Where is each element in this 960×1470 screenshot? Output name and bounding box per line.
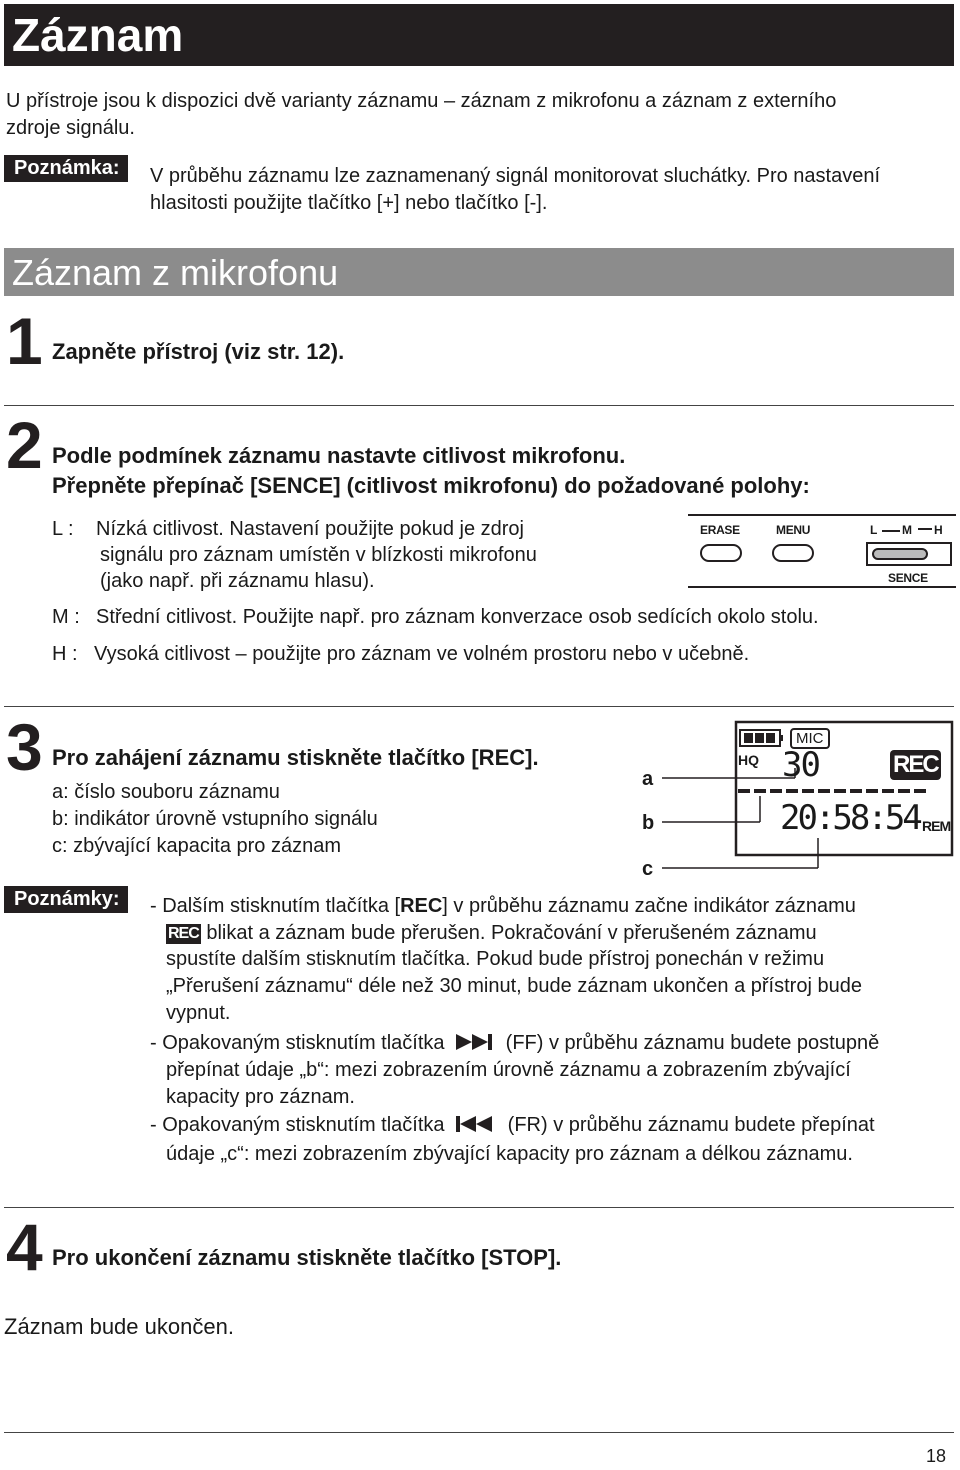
note-bullet-3-line-2: údaje „c“: mezi zobrazením zbývající kapacity pro záznam a délkou záznamu. — [166, 1143, 853, 1165]
remaining-time: 20:58:54 — [780, 798, 920, 838]
step-3-number: 3 — [6, 710, 41, 784]
switch-line — [882, 530, 900, 532]
note-line-2: hlasitosti použijte tlačítko [+] nebo tlačítko [-]. — [150, 192, 548, 214]
mic-indicator: MIC — [790, 728, 830, 749]
battery-bar — [766, 733, 775, 743]
divider — [4, 706, 954, 707]
note-text: - Opakovaným stisknutím tlačítka — [150, 1032, 445, 1054]
step-2-number: 2 — [6, 408, 41, 482]
switch-line — [918, 528, 932, 530]
step-4-text: Pro ukončení záznamu stiskněte tlačítko [STOP]. — [52, 1245, 562, 1270]
rewind-icon — [452, 1114, 500, 1134]
lcd-label-c: c — [642, 858, 654, 880]
note-bullet-1-line-2 — [166, 920, 817, 947]
note-bullet-2-line-2: přepínat údaje „b“: mezi zobrazením úrovně záznamu a zobrazením zbývající — [166, 1059, 851, 1081]
rec-icon: REC — [168, 925, 199, 942]
l-line-3: (jako např. při záznamu hlasu). — [100, 570, 375, 592]
note-bullet-1-line-3: spustíte dalším stisknutím tlačítka. Pokud bude přístroj ponechán v režimu — [166, 948, 825, 970]
switch-h-label: H — [934, 523, 943, 537]
battery-bar — [755, 733, 764, 743]
note-bullet-1-line-1 — [150, 893, 856, 920]
note-bullet-2-line-3: kapacity pro záznam. — [166, 1086, 355, 1108]
legend-c: c: zbývající kapacita pro záznam — [52, 835, 342, 857]
divider — [4, 1207, 954, 1208]
diagram-bottom-line — [688, 586, 956, 588]
h-key: H : — [52, 643, 78, 665]
file-number: 30 — [782, 745, 819, 785]
m-key: M : — [52, 606, 80, 628]
step-1-text: Zapněte přístroj (viz str. 12). — [52, 339, 345, 364]
switch-l-label: L — [870, 523, 878, 537]
switch-diagram — [688, 514, 956, 594]
step-3-text: Pro zahájení záznamu stiskněte tlačítko [REC]. — [52, 745, 539, 770]
note-bullet-2-line-1 — [150, 1030, 879, 1057]
note-label: Poznámka: — [4, 155, 128, 182]
fast-forward-icon — [452, 1032, 498, 1052]
hq-indicator: HQ — [738, 752, 759, 768]
note-bullet-3-line-1 — [150, 1112, 875, 1139]
lcd-diagram — [640, 720, 956, 880]
l-line-2: signálu pro záznam umístěn v blízkosti mikrofonu — [100, 544, 537, 566]
step-2-line-1: Podle podmínek záznamu nastavte citlivost mikrofonu. — [52, 443, 626, 468]
note-text: - Dalším stisknutím tlačítka [ — [150, 895, 401, 917]
step-1-number: 1 — [6, 304, 41, 378]
sence-label: SENCE — [888, 571, 928, 585]
switch-m-label: M — [902, 523, 912, 537]
note-text: (FF) v průběhu záznamu budete postupně — [505, 1032, 880, 1054]
footer-divider — [4, 1432, 954, 1433]
erase-button[interactable] — [700, 544, 742, 562]
step-2-line-2: Přepněte přepínač [SENCE] (citlivost mikrofonu) do požadované polohy: — [52, 473, 810, 498]
notes-label: Poznámky: — [4, 886, 128, 913]
divider — [4, 405, 954, 406]
note-bullet-1-line-5: vypnut. — [166, 1002, 231, 1024]
note-text: - Opakovaným stisknutím tlačítka — [150, 1114, 445, 1136]
sence-switch-knob[interactable] — [872, 548, 928, 560]
l-key: L : — [52, 518, 74, 540]
step-4-number: 4 — [6, 1210, 41, 1284]
legend-b: b: indikátor úrovně vstupního signálu — [52, 808, 378, 830]
page-title: Záznam — [12, 9, 184, 61]
battery-bar — [744, 733, 753, 743]
rec-indicator: REC — [890, 750, 941, 780]
note-bullet-1-line-4: „Přerušení záznamu“ déle než 30 minut, bude záznam ukončen a přístroj bude — [166, 975, 862, 997]
intro-line-2: zdroje signálu. — [6, 117, 135, 139]
sence-switch[interactable] — [866, 542, 952, 566]
legend-a: a: číslo souboru záznamu — [52, 781, 280, 803]
rem-indicator: REM — [922, 818, 951, 834]
final-text: Záznam bude ukončen. — [4, 1314, 234, 1339]
h-text: Vysoká citlivost – použijte pro záznam ve volném prostoru nebo v učebně. — [94, 643, 750, 665]
page-number: 18 — [926, 1446, 947, 1466]
lcd-label-a: a — [642, 768, 654, 790]
menu-button[interactable] — [772, 544, 814, 562]
intro-line-1: U přístroje jsou k dispozici dvě varianty záznamu – záznam z mikrofonu a záznam z externího — [6, 90, 837, 112]
erase-label: ERASE — [700, 523, 740, 537]
menu-label: MENU — [776, 523, 811, 537]
diagram-top-line — [688, 514, 956, 516]
lcd-label-b: b — [642, 812, 655, 834]
note-text: ] v průběhu záznamu začne indikátor záznamu — [442, 895, 856, 917]
section-title: Záznam z mikrofonu — [12, 252, 339, 293]
m-text: Střední citlivost. Použijte např. pro záznam konverzace osob sedících okolo stolu. — [96, 606, 819, 628]
l-line-1: Nízká citlivost. Nastavení použijte pokud je zdroj — [96, 518, 524, 540]
note-text: blikat a záznam bude přerušen. Pokračování v přerušeném záznamu — [200, 922, 817, 944]
note-line-1: V průběhu záznamu lze zaznamenaný signál monitorovat sluchátky. Pro nastavení — [150, 165, 881, 187]
note-text: (FR) v průběhu záznamu budete přepínat — [507, 1114, 875, 1136]
rec-button-ref: REC — [400, 895, 443, 917]
battery-tip — [780, 735, 783, 741]
